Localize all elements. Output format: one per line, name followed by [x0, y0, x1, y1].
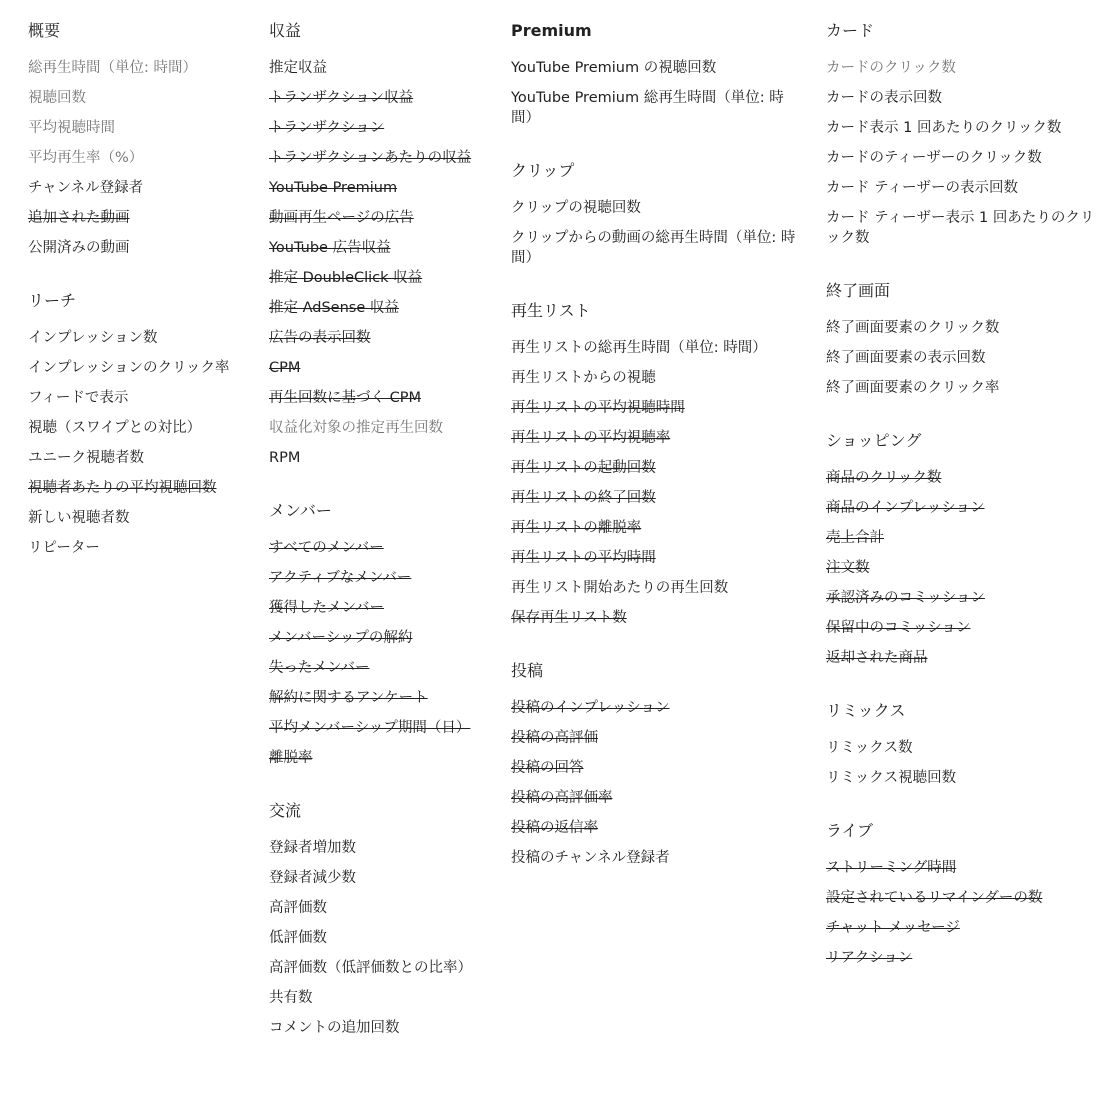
metric-section: [826, 280, 1108, 398]
metric-section: [269, 800, 474, 1038]
metric-list: [511, 58, 801, 128]
metric-option[interactable]: 再生リストの平均視聴率: [511, 430, 671, 446]
metric-option[interactable]: 投稿の高評価: [511, 730, 598, 746]
metric-option[interactable]: 再生リストの総再生時間（単位: 時間）: [511, 340, 767, 356]
section-heading: ライブ: [826, 821, 874, 840]
metric-list: [511, 338, 801, 628]
metric-option[interactable]: リミックス数: [826, 740, 913, 756]
metric-option[interactable]: 再生リストの離脱率: [511, 520, 642, 536]
metric-option[interactable]: 失ったメンバー: [269, 660, 370, 676]
metric-option[interactable]: ストリーミング時間: [826, 860, 957, 876]
metric-option[interactable]: 設定されているリマインダーの数: [826, 890, 1043, 906]
metric-column: [826, 0, 1108, 1000]
metric-option[interactable]: 再生リストの平均時間: [511, 550, 656, 566]
metric-option[interactable]: 解約に関するアンケート: [269, 690, 428, 706]
metric-section: [511, 300, 801, 628]
metric-option[interactable]: 投稿のインプレッション: [511, 700, 670, 716]
metric-list: [269, 58, 474, 468]
metric-option[interactable]: トランザクション収益: [269, 90, 414, 106]
metric-option[interactable]: クリップからの動画の総再生時間（単位: 時間）: [511, 230, 796, 266]
section-heading: リミックス: [826, 701, 906, 720]
section-heading: リーチ: [28, 291, 77, 310]
metric-option[interactable]: 広告の表示回数: [269, 330, 371, 346]
metric-section: [28, 290, 238, 558]
metric-column: [269, 0, 474, 1070]
metric-option[interactable]: 高評価数: [269, 900, 327, 916]
metric-option[interactable]: カードのクリック数: [826, 60, 956, 76]
metric-option[interactable]: CPM: [269, 360, 301, 376]
metric-section: [826, 820, 1108, 968]
metric-list: [28, 328, 238, 558]
metric-section: [269, 500, 474, 768]
section-heading: カード: [826, 21, 875, 40]
metric-option[interactable]: カード ティーザーの表示回数: [826, 180, 1018, 196]
metric-list: [826, 468, 1108, 668]
metric-option[interactable]: カードの表示回数: [826, 90, 942, 106]
section-heading: クリップ: [511, 161, 575, 180]
metric-option[interactable]: 推定 DoubleClick 収益: [269, 270, 423, 286]
metric-option[interactable]: 商品のクリック数: [826, 470, 942, 486]
metric-option[interactable]: 投稿の回答: [511, 760, 584, 776]
metric-option[interactable]: 終了画面要素のクリック数: [826, 320, 1000, 336]
metric-option[interactable]: ユニーク視聴者数: [28, 450, 144, 466]
metric-option[interactable]: カード表示 1 回あたりのクリック数: [826, 120, 1062, 136]
metric-option[interactable]: コメントの追加回数: [269, 1020, 400, 1036]
metric-option[interactable]: 再生リストの起動回数: [511, 460, 656, 476]
metric-option[interactable]: YouTube Premium 総再生時間（単位: 時間）: [511, 90, 784, 126]
metric-option[interactable]: メンバーシップの解約: [269, 630, 413, 646]
metric-option[interactable]: YouTube Premium: [269, 180, 398, 196]
metric-option[interactable]: 保存再生リスト数: [511, 610, 627, 626]
metric-section: [269, 0, 474, 468]
metric-option[interactable]: 追加された動画: [28, 210, 130, 226]
metric-option[interactable]: 再生リストからの視聴: [511, 370, 656, 386]
metric-section: [511, 0, 801, 128]
metric-list: [269, 838, 474, 1038]
metric-option[interactable]: 再生リストの終了回数: [511, 490, 656, 506]
metric-option[interactable]: すべてのメンバー: [269, 540, 384, 556]
metric-list: [826, 738, 1108, 788]
metric-section: [826, 0, 1108, 248]
metric-option[interactable]: リアクション: [826, 950, 913, 966]
metric-option[interactable]: リピーター: [28, 540, 100, 556]
metric-option[interactable]: チャンネル登録者: [28, 180, 144, 196]
metric-option[interactable]: 推定 AdSense 収益: [269, 300, 399, 316]
metric-list: [511, 198, 801, 268]
metric-option[interactable]: クリップの視聴回数: [511, 200, 641, 216]
metric-option[interactable]: アクティブなメンバー: [269, 570, 412, 586]
metric-option[interactable]: 投稿の返信率: [511, 820, 598, 836]
metric-option[interactable]: 推定収益: [269, 60, 327, 76]
metric-option[interactable]: 投稿のチャンネル登録者: [511, 850, 670, 866]
metric-option[interactable]: 獲得したメンバー: [269, 600, 384, 616]
section-heading: 収益: [269, 21, 302, 40]
metric-option[interactable]: 売上合計: [826, 530, 884, 546]
metric-option[interactable]: 動画再生ページの広告: [269, 210, 414, 226]
metric-option[interactable]: 公開済みの動画: [28, 240, 130, 256]
metric-section: [28, 0, 238, 258]
metric-option[interactable]: YouTube Premium の視聴回数: [511, 60, 717, 76]
metric-option[interactable]: 総再生時間（単位: 時間）: [28, 60, 197, 76]
metric-option[interactable]: 高評価数（低評価数との比率）: [269, 960, 472, 976]
metric-option[interactable]: カードのティーザーのクリック数: [826, 150, 1042, 166]
metric-option[interactable]: 登録者増加数: [269, 840, 356, 856]
metric-option[interactable]: 離脱率: [269, 750, 313, 766]
section-heading: Premium: [511, 21, 592, 40]
metric-option[interactable]: 平均メンバーシップ期間（日）: [269, 720, 471, 736]
metric-section: [826, 430, 1108, 668]
section-heading: 終了画面: [826, 281, 891, 300]
metric-option[interactable]: 商品のインプレッション: [826, 500, 985, 516]
metric-list: [28, 58, 238, 258]
metric-option[interactable]: トランザクション: [269, 120, 385, 136]
metric-option[interactable]: 再生リスト開始あたりの再生回数: [511, 580, 729, 596]
section-heading: 投稿: [511, 661, 544, 680]
metric-option[interactable]: 平均視聴時間: [28, 120, 115, 136]
metric-option[interactable]: 保留中のコミッション: [826, 620, 971, 636]
metric-option[interactable]: 平均再生率（%）: [28, 150, 144, 166]
metric-section: [511, 160, 801, 268]
metric-option[interactable]: 注文数: [826, 560, 870, 576]
metric-list: [511, 698, 801, 868]
metric-list: [269, 538, 474, 768]
metric-option[interactable]: 投稿の高評価率: [511, 790, 613, 806]
section-heading: 交流: [269, 801, 302, 820]
metric-section: [826, 700, 1108, 788]
metric-option[interactable]: 終了画面要素の表示回数: [826, 350, 986, 366]
metric-option[interactable]: 再生回数に基づく CPM: [269, 390, 421, 406]
metric-option[interactable]: RPM: [269, 450, 301, 466]
metric-option[interactable]: リミックス視聴回数: [826, 770, 957, 786]
metric-option[interactable]: 返却された商品: [826, 650, 928, 666]
metric-option[interactable]: 視聴（スワイプとの対比）: [28, 420, 202, 436]
metric-option[interactable]: チャット メッセージ: [826, 920, 960, 936]
section-heading: 概要: [28, 21, 61, 40]
metric-option[interactable]: フィードで表示: [28, 390, 129, 406]
metric-option[interactable]: 視聴回数: [28, 90, 86, 106]
metric-option[interactable]: 新しい視聴者数: [28, 510, 130, 526]
metric-option[interactable]: 終了画面要素のクリック率: [826, 380, 1000, 396]
metric-option[interactable]: 共有数: [269, 990, 313, 1006]
section-heading: ショッピング: [826, 431, 922, 450]
metric-option[interactable]: カード ティーザー表示 1 回あたりのクリック数: [826, 210, 1095, 246]
metric-column: [28, 0, 238, 590]
section-heading: 再生リスト: [511, 301, 591, 320]
metric-option[interactable]: インプレッションのクリック率: [28, 360, 230, 376]
metric-list: [826, 58, 1108, 248]
metric-option[interactable]: 低評価数: [269, 930, 327, 946]
metric-list: [826, 858, 1108, 968]
metric-option[interactable]: 登録者減少数: [269, 870, 356, 886]
metric-option[interactable]: インプレッション数: [28, 330, 158, 346]
metric-column: [511, 0, 801, 900]
metric-option[interactable]: 視聴者あたりの平均視聴回数: [28, 480, 217, 496]
metric-section: [511, 660, 801, 868]
section-heading: メンバー: [269, 501, 332, 520]
metric-option[interactable]: トランザクションあたりの収益: [269, 150, 472, 166]
metric-option[interactable]: 承認済みのコミッション: [826, 590, 985, 606]
metric-option[interactable]: 再生リストの平均視聴時間: [511, 400, 685, 416]
metric-option[interactable]: 収益化対象の推定再生回数: [269, 420, 443, 436]
metric-option[interactable]: YouTube 広告収益: [269, 240, 391, 256]
metric-list: [826, 318, 1108, 398]
